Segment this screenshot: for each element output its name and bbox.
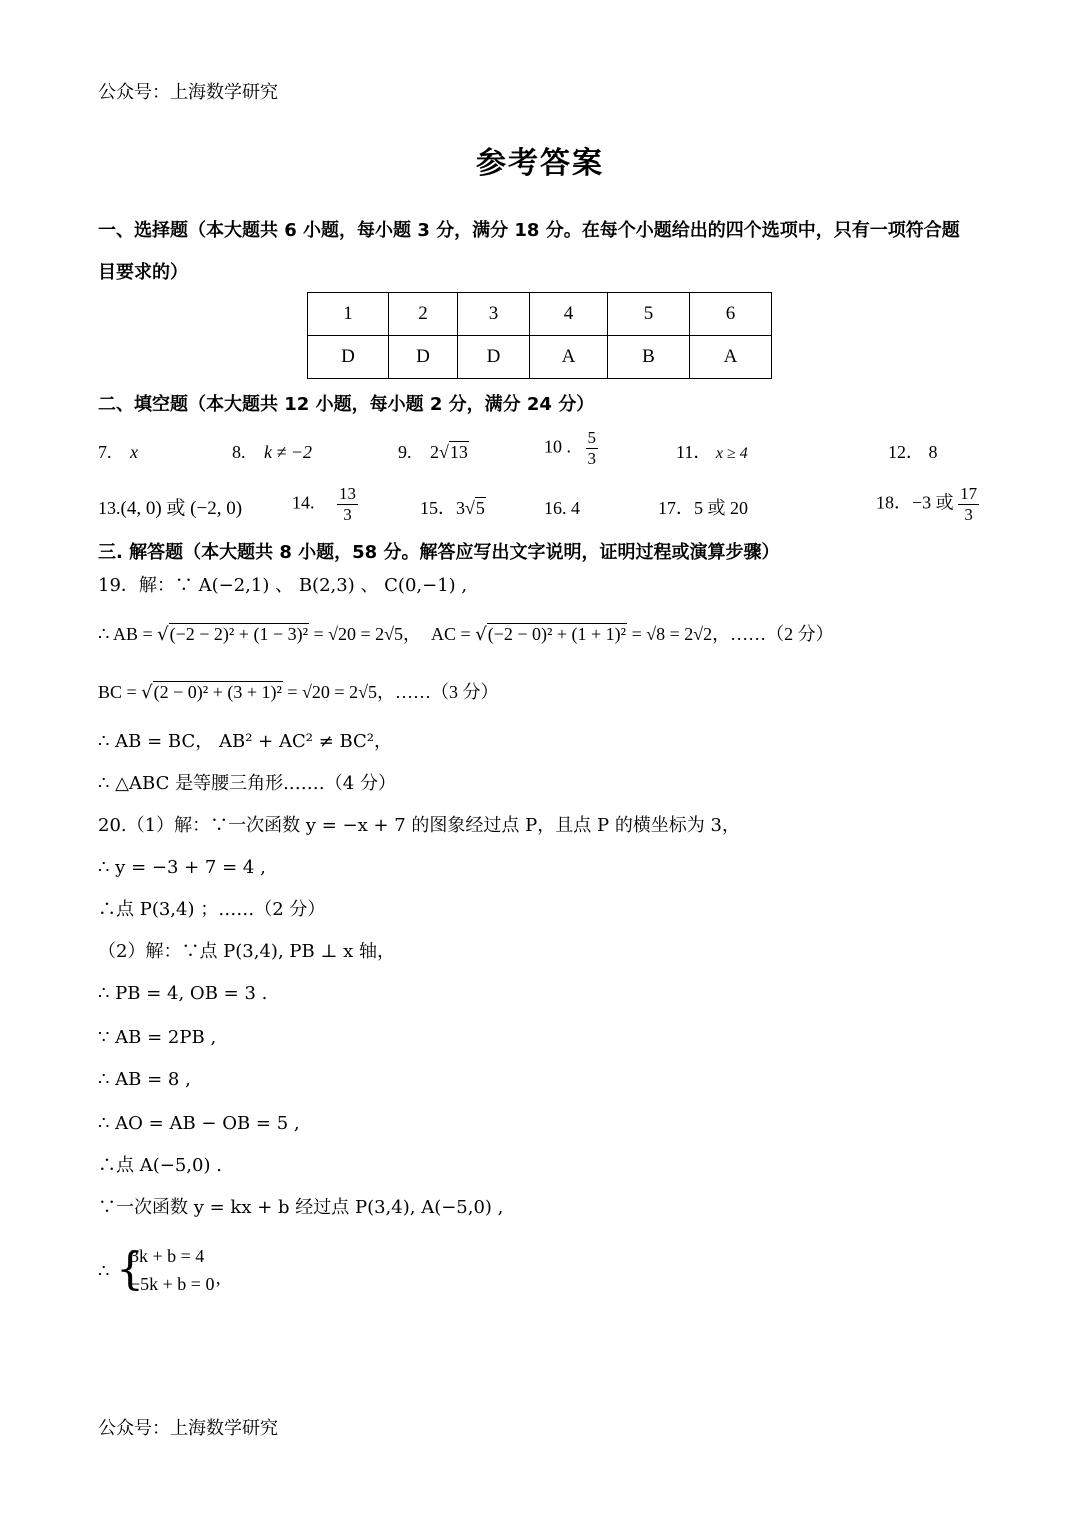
q15-number: 15． [420,498,456,518]
q19-ab-radicand: (−2 − 2)² + (1 − 3)² [169,624,308,644]
q19-bc-result: = √20 = 2√5，……（3 分） [282,682,499,702]
q20-line7: ∴ AB = 8 , [98,1069,191,1090]
table-cell: 3 [458,293,530,336]
fill-q11 [676,440,748,466]
fill-q15 [420,496,486,520]
q9-coef: 2 [430,442,439,462]
section3-heading: 三. 解答题（本大题共 8 小题，58 分。解答应写出文字说明，证明过程或演算步骤） [98,542,780,563]
q18-denominator: 3 [964,505,973,524]
q14-denominator: 3 [343,505,352,524]
table-row [308,336,772,379]
brace-icon: { [116,1244,144,1295]
page-header: 公众号：上海数学研究 [98,82,278,103]
radical-sign: √ [141,682,153,703]
q13-answer: (4, 0) 或 (−2, 0) [120,498,243,519]
table-cell: D [308,336,389,379]
q19-line3 [98,680,498,705]
q11-answer: x ≥ 4 [715,445,748,462]
radical-sign: √ [475,624,487,645]
q15-coef: 3 [456,498,465,518]
table-cell: A [530,336,608,379]
q14-number: 14. [292,492,315,513]
fill-q18 [876,484,979,525]
q10-fraction [586,428,599,469]
fill-q16: 16. 4 [544,498,580,518]
q7-answer: x [130,442,138,462]
q10-numerator: 5 [587,428,596,447]
q20-therefore: ∴ [98,1261,110,1282]
q20-line5: ∴ PB = 4, OB = 3 . [98,983,268,1004]
section1-heading-line2: 目要求的） [98,262,188,283]
q11-number: 11． [676,442,712,462]
q19-ac-label: AC = [431,624,476,644]
section2-heading: 二、填空题（本大题共 12 小题，每小题 2 分，满分 24 分） [98,394,595,415]
table-cell: B [608,336,690,379]
page-footer: 公众号：上海数学研究 [98,1418,278,1439]
q10-number: 10 . [544,436,571,457]
fill-q17 [658,496,748,520]
q20-line2: ∴ y = −3 + 7 = 4 , [98,857,266,878]
page-title: 参考答案 [476,146,604,181]
q14-numerator: 13 [339,484,356,503]
q9-radicand: 13 [449,442,468,462]
q17-answer: 5 或 20 [694,498,748,518]
q20-line6: ∵ AB = 2PB , [98,1027,217,1048]
q7-number: 7. [98,442,112,462]
q20-line9: ∴点 A(−5,0) . [98,1155,222,1176]
q18-prefix: −3 或 [912,492,954,513]
table-cell: D [458,336,530,379]
q19-ac-radicand: (−2 − 0)² + (1 + 1)² [487,624,627,644]
q20-system-comma: , [216,1268,221,1288]
q9-number: 9. [398,442,412,462]
table-cell: A [690,336,772,379]
q19-bc-label: BC = [98,682,142,702]
fill-q12 [888,440,938,464]
q14-fraction [337,484,358,525]
q18-numerator: 17 [960,484,978,503]
q15-radicand: 5 [475,498,485,518]
q20-equation-1: 3k + b = 4 [130,1246,205,1266]
fill-q8 [232,440,312,464]
q20-line8: ∴ AO = AB − OB = 5 , [98,1113,300,1134]
table-cell: 5 [608,293,690,336]
radical-sign: √ [157,624,169,645]
q20-equation-2: −5k + b = 0 [130,1274,215,1294]
table-row [308,293,772,336]
q19-bc-radicand: (2 − 0)² + (3 + 1)² [153,682,282,702]
q8-number: 8. [232,442,246,462]
q19-ab-result: = √20 = 2√5， [308,624,422,644]
q18-number: 18． [876,492,912,513]
q20-line4: （2）解：∵点 P(3,4), PB ⊥ x 轴， [98,941,395,962]
table-cell: 4 [530,293,608,336]
q20-line1: 20.（1）解：∵一次函数 y = −x + 7 的图象经过点 P，且点 P 的横坐标为 3， [98,815,740,836]
q19-ab-label: ∴ AB = [98,624,158,644]
section1-heading-line1: 一、选择题（本大题共 6 小题，每小题 3 分，满分 18 分。在每个小题给出的四个选项中，只有一项符合题 [98,220,960,241]
q19-line2 [98,622,834,647]
q19-line4: ∴ AB = BC， AB² + AC² ≠ BC²， [98,731,393,752]
q12-number: 12． [888,442,924,462]
fill-q14 [292,484,358,525]
table-cell: D [389,336,458,379]
fill-q13 [98,496,242,521]
q20-line3: ∴点 P(3,4) ；……（2 分） [98,899,326,920]
table-cell: 6 [690,293,772,336]
fill-q10 [544,428,598,469]
fill-q9 [398,440,469,464]
fill-q7 [98,440,138,464]
q17-number: 17． [658,498,694,518]
q10-denominator: 3 [587,449,596,468]
table-cell: 2 [389,293,458,336]
q8-answer: k ≠ −2 [264,442,313,462]
table-cell: 1 [308,293,389,336]
q13-number: 13. [98,498,121,518]
answer-table [307,292,772,379]
radical-sign: √ [465,498,475,518]
q18-fraction [958,484,979,525]
radical-sign: √ [439,442,449,462]
q19-line1: 19．解：∵ A(−2,1) 、 B(2,3) 、 C(0,−1) , [98,575,468,596]
q12-answer: 8 [928,442,938,462]
q20-line10: ∵一次函数 y = kx + b 经过点 P(3,4), A(−5,0) , [98,1197,504,1218]
q19-ac-result: = √8 = 2√2，……（2 分） [627,624,834,644]
q19-line5: ∴ △ABC 是等腰三角形.……（4 分） [98,773,396,794]
